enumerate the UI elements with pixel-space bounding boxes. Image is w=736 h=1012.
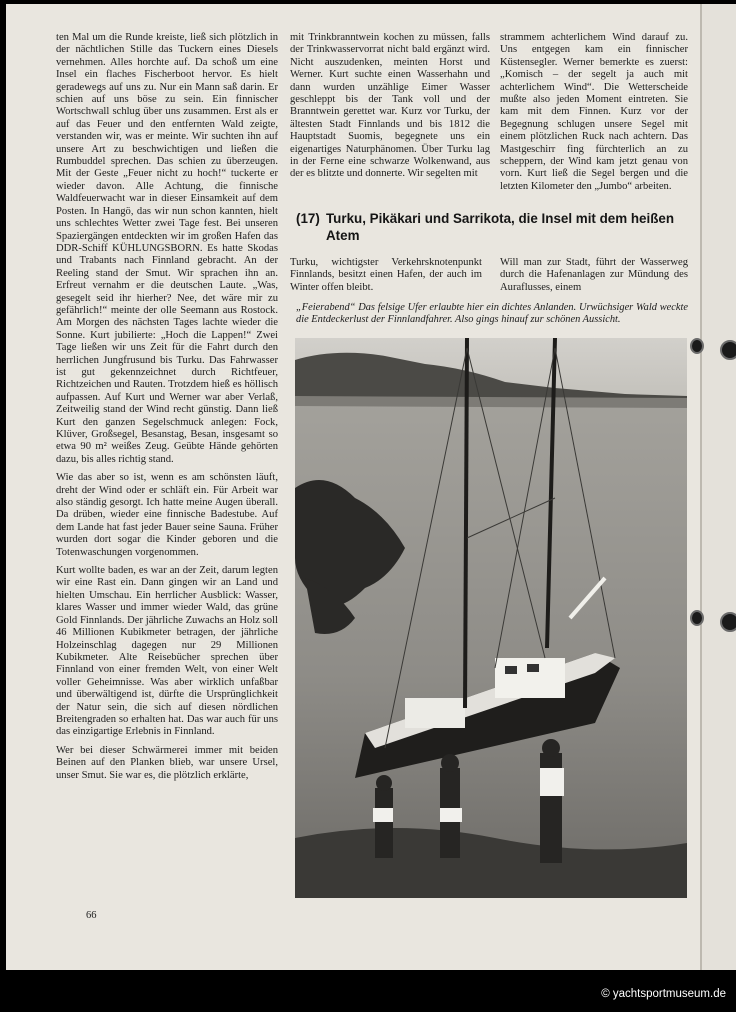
text-column-right xyxy=(500,32,688,199)
adjacent-page-edge xyxy=(700,4,736,970)
paragraph: Will man zur Stadt, führt der Wasserweg durch die Hafenanlagen zur Mündung des Auraflusses, einem xyxy=(500,257,688,293)
paragraph: Turku, wichtigster Verkehrsknotenpunkt Finnlands, besitzt einen Hafen, der auch im Winter offen bleibt. xyxy=(290,257,482,293)
paragraph: Wie das aber so ist, wenn es am schönsten läuft, dreht der Wind oder er schläft ein. Für Arbeit war also ständig gesorgt. Ich hatte meine Augen überall. Da drüben, wieder eine finnische Badestube. Auf dem Lande hat fast jeder Bauer seine Sauna. Früher wurden dort sogar die Kinder geboren und die Totenwaschungen vorgenommen. xyxy=(56,472,278,558)
binding-hole-icon xyxy=(690,338,704,354)
section-title: Turku, Pikäkari und Sarrikota, die Insel mit dem heißen Atem xyxy=(326,211,675,243)
copyright-credit: © yachtsportmuseum.de xyxy=(601,988,726,1000)
section-heading xyxy=(296,210,688,244)
text-column-middle xyxy=(290,32,490,187)
binding-hole-icon xyxy=(690,610,704,626)
binding-hole-icon xyxy=(720,612,736,632)
section-text-left xyxy=(290,257,482,300)
photo-caption: „Feierabend“ Das felsige Ufer erlaubte hier ein dichtes Anlanden. Urwüchsiger Wald weckte die Entdeckerlust der Finnlandfahrer. Also gings hinauf zur schönen Aussicht. xyxy=(296,302,688,326)
text-column-left xyxy=(56,32,278,788)
section-number: (17) xyxy=(296,211,320,226)
paragraph: ten Mal um die Runde kreiste, ließ sich plötzlich in der nächtlichen Stille das Tuckern eines Diesels vernehmen. Alles horchte auf. Da schoß um eine Insel ein flaches Fischerboot hervor. Es hielt geradewegs auf uns zu. Nur ein Mann saß darin. Er schien auf uns böse zu sein. Ein finnischer Wortschwall schlug über uns zusammen. Erst als er auf das Feuer und den entfernten Wald zeigte, verstanden wir, was er meinte. Wir suchten ihn auf unsere Art zu beschwichtigen und ließen die Rumbuddel sprechen. Das schien zu überzeugen. Mit der Geste „Feuer nicht zu hoch!“ tuckerte er wieder davon. Alle Achtung, die finnische Waldfeuerwacht war in dieser Einsamkeit auf dem Posten. In Hangö, das wir nun schon kannten, hielt uns schlechtes Wetter zwei Tage fest. Bei unseren Spaziergängen entdeckten wir im großen Hafen das DDR-Schiff KÜHLUNGSBORN. Es hatte Skodas und Trabants nach Finnland gebracht. An der Reeling stand der Smut. Wir sprachen ihn an. Erfreut vernahm er die deutschen Laute. „Was, gesegelt seid ihr hierher? Nee, det wäre mir zu gefährlich!“ meinte der olle Seemann aus Rostock. Am Morgen des nächsten Tages lachte wieder die Sonne. Kurt jubilierte: „Hoch die Lappen!“ Zwei Tage ließen wir uns Zeit für die Fahrt durch den herrlichen Jungfrusund bis Turku. Das Fahrwasser ist gut gekennzeichnet durch Richtfeuer, Richtzeichen und Rauten. Trotzdem hieß es höllisch aufpassen. Auf Kurt und Werner war aber Verlaß, Zeitweilig stand der Wind recht günstig. Dann ließ Kurt den ganzen Segelschmuck anlegen: Fock, Klüver, Großsegel, Besanstag, Besan, insgesamt so etwa 90 m² weißes Zeug. Geübte Hände gehörten dazu, bis alles richtig stand. xyxy=(56,32,278,465)
binding-hole-icon xyxy=(720,340,736,360)
paragraph: Kurt wollte baden, es war an der Zeit, darum legten wir eine Rast ein. Dann gingen wir an Land und hielten Umschau. Ein herrlicher Ausblick: Wasser, klares Wasser und immer wieder Wald, das grüne Gold Finnlands. Der jährliche Zuwachs an Holz soll 46 Millionen Kubikmeter betragen, der jährliche Holzeinschlag dagegen nur 29 Millionen Kubikmeter. Alte Reisebücher sprechen über Finnland von einer fremden Welt, von einer Welt voller Geheimnisse. Was aber wirklich unfaßbar und überwältigend ist, dürfte die Ursprünglichkeit der Natur sein, die sich auf diesen nördlichen Breitengraden so erhalten hat. Das war auch für uns das einzigartige Erlebnis in Finnland. xyxy=(56,565,278,738)
paragraph: mit Trinkbranntwein kochen zu müssen, falls der Trinkwasservorrat nicht bald ergänzt wird. Nicht auszudenken, meinten Horst und Werner. Kurt suchte einen Wasserhahn und dann wurden unzählige Eimer Wasser geschleppt bis der Tank voll und der Branntwein gerettet war. Kurz vor Turku, der ältesten Stadt Finnlands und bis 1812 die Hauptstadt Suomis, begegnete uns ein eigenartiges Naturphänomen. Über Turku lag in der Ferne eine schwarze Wolkenwand, aus der es blitzte und donnerte. Wir segelten mit xyxy=(290,32,490,180)
page-number: 66 xyxy=(86,910,97,921)
sailboat-photo xyxy=(295,338,687,898)
paragraph: strammem achterlichem Wind darauf zu. Uns entgegen kam ein finnischer Küstensegler. Werner bemerkte es zuerst: „Komisch – der segelt ja auch mit achterlichem Wind“. Die Wetterscheide mußte also jeden Moment eintreten. Sie kam mit dem Finnen. Kurz vor der Begegnung schlugen unsere Segel mit einem plötzlichen Ruck nach achtern. Das Mastgeschirr fing fürchterlich an zu scheppern, der Wind kam jetzt genau von vorn. Kurt ließ die Segel bergen und die letzten Kilometer den „Jumbo“ arbeiten. xyxy=(500,32,688,192)
section-text-right xyxy=(500,257,688,300)
paragraph: Wer bei dieser Schwärmerei immer mit beiden Beinen auf den Planken blieb, war unsere Ursel, unser Smut. Sie war es, die plötzlich erklärte, xyxy=(56,744,278,781)
